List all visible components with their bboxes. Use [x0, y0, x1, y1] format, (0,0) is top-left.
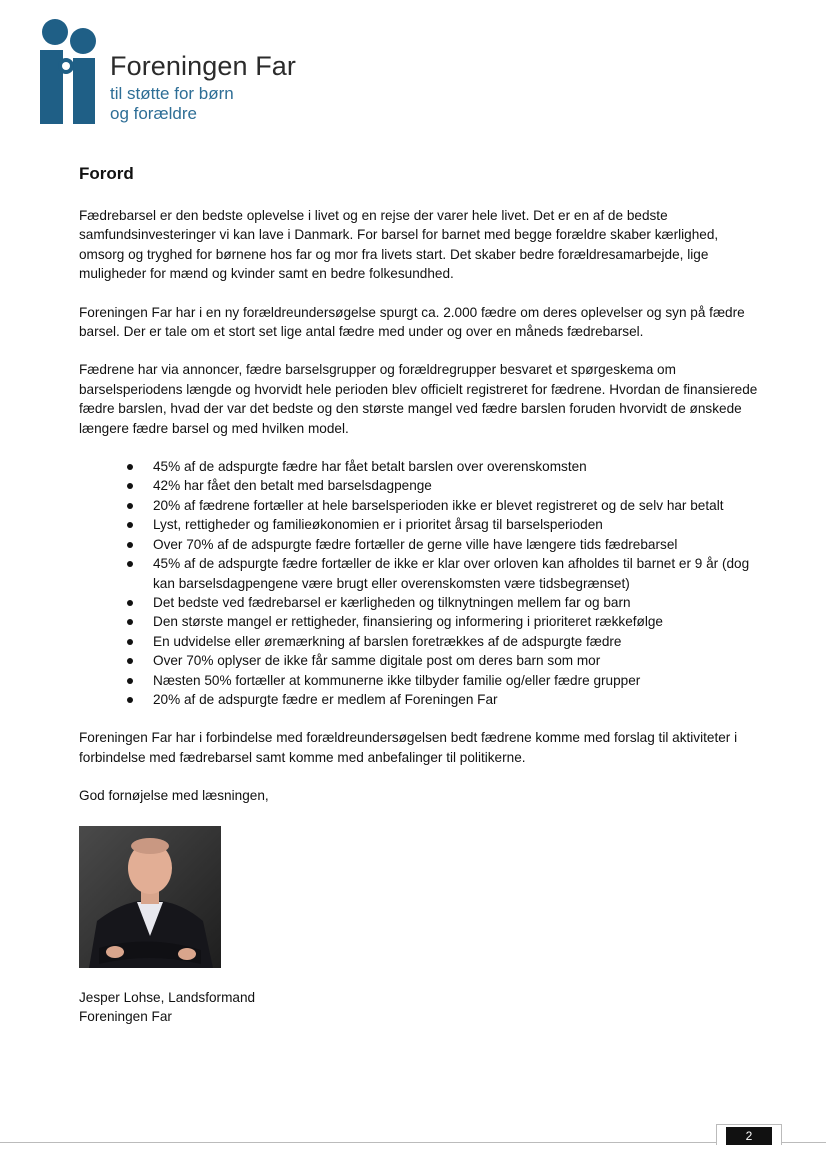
outro-paragraph: Foreningen Far har i forbindelse med forældreundersøgelsen bedt fædrene komme med forslag til aktiviteter i forbindelse med fædrebarsel samt komme med anbefalinger til politikerne.: [79, 730, 738, 765]
organization-logo: [38, 18, 338, 128]
list-item: 20% af fædrene fortæller at hele barselsperioden ikke er blevet registreret og de selv har betalt: [127, 496, 759, 515]
intro-paragraph-3: Fædrene har via annoncer, fædre barselsgrupper og forældregrupper besvaret et spørgeskema om barselsperiodens længde og hvorvidt hele perioden blev officielt registreret for fædrene. Hvordan de finansierede fædre barslen, hvad der var det bedste og den største mangel ved fædre barslen foruden hvorvidt de ønskede længere fædre barsel og med hvilken model.: [79, 362, 758, 436]
list-item: 45% af de adspurgte fædre fortæller de ikke er klar over orloven kan afholdes til barnet er 9 år (dog kan barselsdagpengene være brugt eller overenskomsten være tidsbegrænset): [127, 554, 773, 593]
list-item: Den største mangel er rettigheder, finansiering og informering i prioriteret rækkefølge: [127, 612, 759, 631]
signatory-name: Jesper Lohse, Landsformand: [79, 990, 256, 1005]
intro-paragraph-1: Fædrebarsel er den bedste oplevelse i livet og en rejse der varer hele livet. Det er en af de bedste samfundsinvesteringer vi kan lave i Danmark. For barsel for barnet med begge forældre skaber kærlighed, omsorg og tryghed for børnene hos far og mor fra livets start. Det skaber bedre forældresamarbejde, lige muligheder for mænd og kvinder samt en bedre folkesundhed.: [79, 208, 719, 282]
list-item: Næsten 50% fortæller at kommunerne ikke tilbyder familie og/eller fædre grupper: [127, 671, 759, 690]
list-item: 20% af de adspurgte fædre er medlem af Foreningen Far: [127, 690, 759, 709]
page-number: 2: [726, 1127, 772, 1145]
findings-list: [79, 457, 759, 709]
footer-divider: [0, 1142, 826, 1143]
organization-tagline: [110, 84, 234, 124]
list-item: Over 70% oplyser de ikke får samme digitale post om deres barn som mor: [127, 651, 759, 670]
portrait-photo: [79, 826, 221, 968]
tagline-line-1: til støtte for børn: [110, 84, 234, 103]
organization-name: Foreningen Far: [110, 51, 296, 81]
list-item: 42% har fået den betalt med barselsdagpenge: [127, 476, 759, 495]
list-item: 45% af de adspurgte fædre har fået betalt barslen over overenskomsten: [127, 457, 759, 476]
family-logo-icon: [38, 18, 102, 124]
list-item: Det bedste ved fædrebarsel er kærligheden og tilknytningen mellem far og barn: [127, 593, 759, 612]
signatory-organization: Foreningen Far: [79, 1009, 172, 1025]
list-item: Over 70% af de adspurgte fædre fortæller de gerne ville have længere tids fædrebarsel: [127, 535, 759, 554]
signature-block: [79, 988, 255, 1027]
person-portrait-icon: [79, 826, 221, 968]
article-body: [79, 163, 759, 825]
page-title: Forord: [79, 164, 134, 183]
closing-greeting: God fornøjelse med læsningen,: [79, 788, 269, 804]
list-item: En udvidelse eller øremærkning af barslen foretrækkes af de adspurgte fædre: [127, 632, 759, 651]
intro-paragraph-2: Foreningen Far har i en ny forældreundersøgelse spurgt ca. 2.000 fædre om deres oplevelser og syn på fædre barsel. Der er tale om et stort set lige antal fædre med under og over en måneds fædrebarsel.: [79, 304, 745, 340]
list-item: Lyst, rettigheder og familieøkonomien er i prioritet årsag til barselsperioden: [127, 515, 759, 534]
tagline-line-2: og forældre: [110, 104, 197, 123]
